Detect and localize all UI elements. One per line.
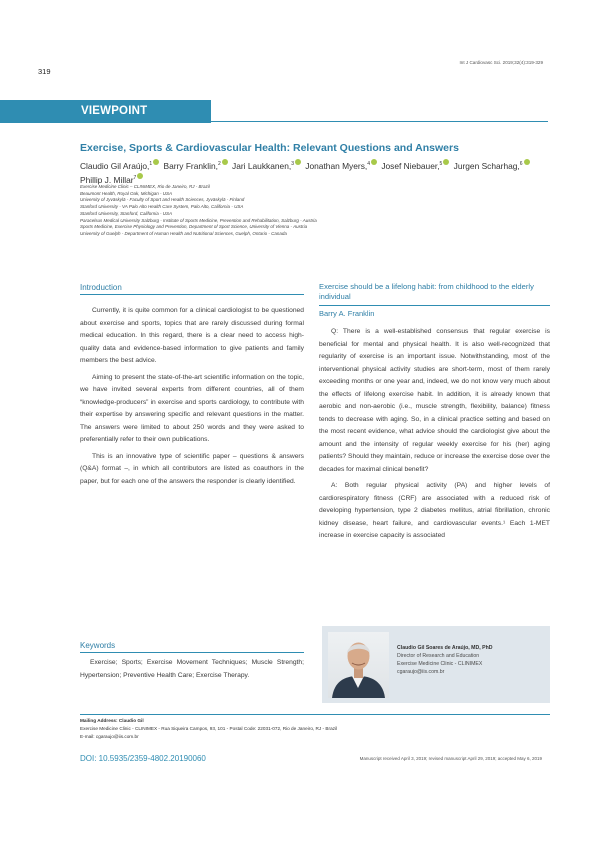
author-sup: 1: [149, 161, 153, 167]
mailing-heading: Mailing Address: Claudio Gil: [80, 718, 144, 723]
affiliation: Paracelsus Medical University Salzburg - Institute of Sports Medicine, Prevention and Rehabilitation, Salzburg - Austria: [80, 217, 317, 223]
orcid-icon[interactable]: [524, 159, 530, 165]
section-heading: Exercise should be a lifelong habit: from childhood to the elderly individual: [319, 282, 534, 301]
author-name: Claudio Gil Araújo,: [80, 160, 150, 171]
author-sup: 3: [291, 161, 294, 167]
author-name: Josef Niebauer,: [381, 160, 440, 171]
author-name: Barry Franklin,: [163, 160, 218, 171]
author-sup: 6: [519, 161, 523, 167]
affiliation: University of Guelph - Department of Human Health and Nutritional Sciences, Guelph, Ontario - Canada: [80, 230, 287, 236]
intro-body: [80, 305, 304, 492]
author-photo: [328, 632, 389, 698]
intro-heading: Introduction: [80, 283, 122, 292]
intro-paragraph: Aiming to present the state-of-the-art scientific information on the topic, we have invited several experts from different countries, all of them “knowledge-producers” in exercise and sports cardiology, to contribute with their expertise by answering specific and relevant questions in the matter. The answers were limited to about 250 words and they were asked to preferentially refer to their own publications.: [80, 373, 304, 443]
author-name: Jari Laukkanen,: [232, 160, 292, 171]
affiliation-list: [80, 184, 550, 238]
mailing-address: [80, 717, 550, 741]
qa-answer: A: Both regular physical activity (PA) and higher levels of cardiorespiratory fitness (CRF) are associated with a reduced risk of developing hypertension, type 2 diabetes mellitus, atrial fibrillation, chronic kidney disease, heart failure, and cardiovascular events.¹ Each 1-MET increase in exercise capacity is associated: [319, 482, 550, 539]
article-title: Exercise, Sports & Cardiovascular Health: Relevant Questions and Answers: [80, 142, 459, 154]
affiliation: Stanford University, Stanford, California - USA: [80, 210, 172, 216]
orcid-icon[interactable]: [371, 159, 377, 165]
orcid-icon[interactable]: [153, 159, 159, 165]
profile-name: Claudio Gil Soares de Araújo, MD, PhD: [397, 645, 493, 651]
author-sup: 7: [133, 174, 137, 181]
orcid-icon[interactable]: [295, 159, 301, 165]
orcid-icon[interactable]: [137, 173, 143, 179]
orcid-icon[interactable]: [222, 159, 228, 165]
affiliation: Sports Medicine, Exercise Physiology and Prevention, Department of Sport Science, University of Vienna - Austria: [80, 224, 308, 230]
affiliation: University of Jyväskylä - Faculty of Sport and Health Sciences, Jyväskylä - Finland: [80, 197, 245, 203]
section-rule: [211, 121, 548, 122]
author-name: Jurgen Scharhag,: [453, 160, 520, 171]
profile-org: Exercise Medicine Clinic - CLINIMEX: [397, 661, 483, 667]
section-byline: Barry A. Franklin: [319, 309, 375, 318]
page-number: 319: [38, 67, 51, 76]
author-name: Jonathan Myers,: [305, 160, 368, 171]
author-sup: 5: [439, 161, 443, 167]
section-label: VIEWPOINT: [81, 105, 148, 117]
profile-email[interactable]: cgaraujo@iis.com.br: [397, 669, 445, 675]
author-portrait-icon: [328, 632, 389, 698]
mailing-line: Exercise Medicine Clinic - CLINIMEX - Rua Siqueira Campos, 93, 101 - Postal Code: 22031-072, Rio de Janeiro, RJ - Brazil: [80, 726, 338, 731]
mailing-email[interactable]: E-mail: cgaraujo@iis.com.br: [80, 734, 139, 739]
affiliation: Exercise Medicine Clinic – CLINIMEX, Rio de Janeiro, RJ - Brazil: [80, 184, 210, 189]
keywords-text: Exercise; Sports; Exercise Movement Techniques; Muscle Strength; Hypertension; Preventive Health Care; Exercise Therapy.: [80, 659, 304, 679]
profile-role: Director of Research and Education: [397, 653, 480, 659]
intro-rule: [80, 294, 304, 295]
footer-rule: [80, 714, 550, 715]
affiliation: Stanford University - VA Palo Alto Health Care System, Palo Alto, California - USA: [80, 204, 244, 210]
qa-body: [319, 326, 550, 547]
doi-link[interactable]: DOI: 10.5935/2359-4802.20190060: [80, 754, 206, 763]
author-profile-caption: [397, 644, 547, 676]
section-heading-rule: [319, 305, 550, 306]
intro-paragraph: This is an innovative type of scientific paper – questions & answers (Q&A) format –, in which all contributors are listed as coauthors in the paper, but for each one of the answers the responder is clearly identified.: [80, 452, 304, 485]
author-sup: 2: [217, 161, 221, 167]
author-name: Phillip J. Millar: [80, 174, 134, 185]
author-sup: 4: [367, 161, 370, 167]
orcid-icon[interactable]: [443, 159, 449, 165]
author-list: [80, 158, 546, 186]
keywords-rule: [80, 652, 304, 653]
journal-header: Int J Cardiovasc Sci. 2019;32(4):319-329: [459, 60, 543, 65]
intro-paragraph: Currently, it is quite common for a clinical cardiologist to be questioned about exercise and sports, topics that are rarely discussed during formal medical education. In this regard, there is a clear need to access high-quality data and evidence-based information to give patients and family members the best advice.: [80, 307, 304, 364]
qa-question: Q: There is a well-established consensus that regular exercise is beneficial for mental and physical health. It is also well-recognized that regularity of exercise is an important issue. Notwithstanding, most of the interventional physical activity studies are short-term, most of them rarely exceeding months or one year and, indeed, we do not know very much about the effects of lifelong exercise habit. In addition, it is already known that aerobic and non-aerobic (i.e., muscle strength, flexibility, balance) fitness tends to decrease with aging. So, in a clinical practice setting and based on the most recent evidence, what advice should the cardiologist give about the amount and the intensity of regular weekly exercise for his (her) aging patients? Should they maintain, reduce or increase the exercise dose over the decades for maximal clinical benefit?: [319, 328, 550, 473]
manuscript-dates: Manuscript received April 3, 2019; revised manuscript April 29, 2019; accepted May 6, 2019: [359, 756, 542, 761]
keywords-heading: Keywords: [80, 641, 116, 650]
affiliation: Beaumont Health, Royal Oak, Michigan - USA: [80, 190, 173, 196]
